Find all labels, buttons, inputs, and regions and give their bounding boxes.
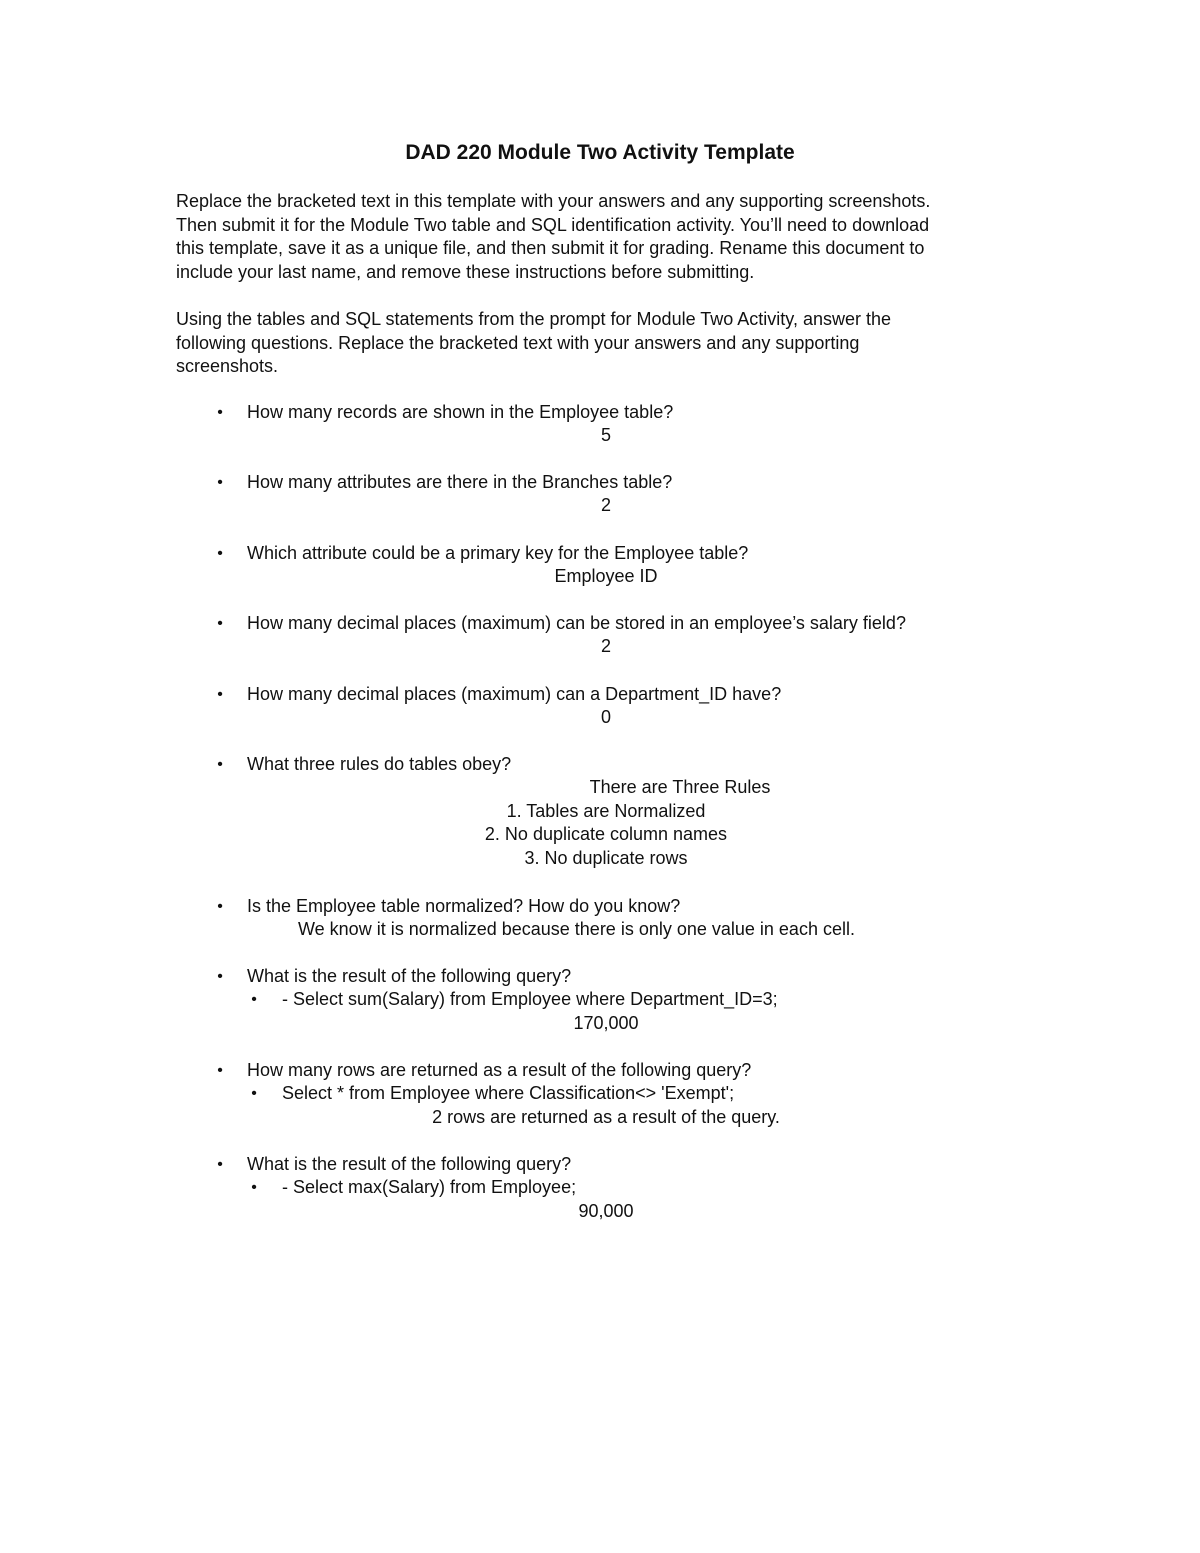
question-text: Is the Employee table normalized? How do you know? (247, 896, 681, 916)
question-text: How many decimal places (maximum) can be stored in an employee’s salary field? (247, 613, 906, 633)
bullet-icon: • (217, 756, 223, 773)
answer-text: 2 rows are returned as a result of the query. (432, 1106, 780, 1127)
bullet-icon: • (217, 898, 223, 915)
question-item (176, 612, 1036, 659)
answer-text: There are Three Rules (589, 777, 771, 798)
answer-text: 2 (600, 636, 611, 657)
bullet-icon: • (251, 1179, 257, 1197)
question-text: What is the result of the following query? (247, 966, 572, 986)
intro-line: Replace the bracketed text in this template with your answers and any supporting screenshots. (176, 191, 931, 211)
answer-text: 170,000 (573, 1012, 639, 1033)
bullet-icon: • (251, 1085, 257, 1103)
answer-text: 0 (600, 707, 611, 728)
question-item (176, 753, 1036, 870)
bullet-icon: • (217, 1062, 223, 1079)
question-text: How many records are shown in the Employee table? (247, 402, 674, 422)
query-text: - Select sum(Salary) from Employee where Department_ID=3; (282, 989, 778, 1010)
question-text: How many rows are returned as a result of the following query? (247, 1060, 752, 1080)
question-text: How many decimal places (maximum) can a Department_ID have? (247, 684, 782, 704)
answer-text: 90,000 (578, 1200, 634, 1221)
answer-text: Employee ID (554, 566, 658, 587)
bullet-icon: • (217, 404, 223, 421)
bullet-icon: • (217, 615, 223, 632)
rule-item: 2. No duplicate column names (484, 824, 728, 845)
intro-paragraph (176, 190, 1036, 284)
answer-text: 5 (600, 425, 611, 446)
question-text: What three rules do tables obey? (247, 754, 512, 774)
intro-line: include your last name, and remove these instructions before submitting. (176, 261, 755, 282)
question-item (176, 1153, 1036, 1223)
question-text: Which attribute could be a primary key for the Employee table? (247, 543, 749, 563)
query-text: Select * from Employee where Classification<> 'Exempt'; (282, 1083, 735, 1104)
bullet-icon: • (217, 686, 223, 703)
bullet-icon: • (217, 474, 223, 491)
instructions-line: screenshots. (176, 356, 279, 377)
bullet-icon: • (251, 991, 257, 1009)
bullet-icon: • (217, 1156, 223, 1173)
question-text: How many attributes are there in the Branches table? (247, 472, 673, 492)
answer-text: We know it is normalized because there is only one value in each cell. (298, 919, 855, 940)
question-item (176, 1059, 1036, 1129)
bullet-icon: • (217, 545, 223, 562)
intro-line: Then submit it for the Module Two table and SQL identification activity. You’ll need to download (176, 214, 930, 235)
question-item (176, 895, 1036, 942)
intro-line: this template, save it as a unique file, and then submit it for grading. Rename this document to (176, 238, 925, 259)
query-text: - Select max(Salary) from Employee; (282, 1177, 577, 1198)
document-title: DAD 220 Module Two Activity Template (405, 141, 795, 164)
rule-item: 3. No duplicate rows (524, 847, 688, 868)
rule-item: 1. Tables are Normalized (506, 800, 706, 821)
question-item (176, 965, 1036, 1035)
question-text: What is the result of the following query? (247, 1154, 572, 1174)
question-item (176, 542, 1036, 589)
question-item (176, 401, 1036, 448)
bullet-icon: • (217, 968, 223, 985)
instructions-line: Using the tables and SQL statements from the prompt for Module Two Activity, answer the (176, 309, 892, 329)
question-item (176, 471, 1036, 518)
answer-text: 2 (600, 495, 611, 516)
instructions-line: following questions. Replace the bracketed text with your answers and any supporting (176, 332, 860, 353)
question-item (176, 683, 1036, 730)
instructions-paragraph (176, 308, 1036, 379)
